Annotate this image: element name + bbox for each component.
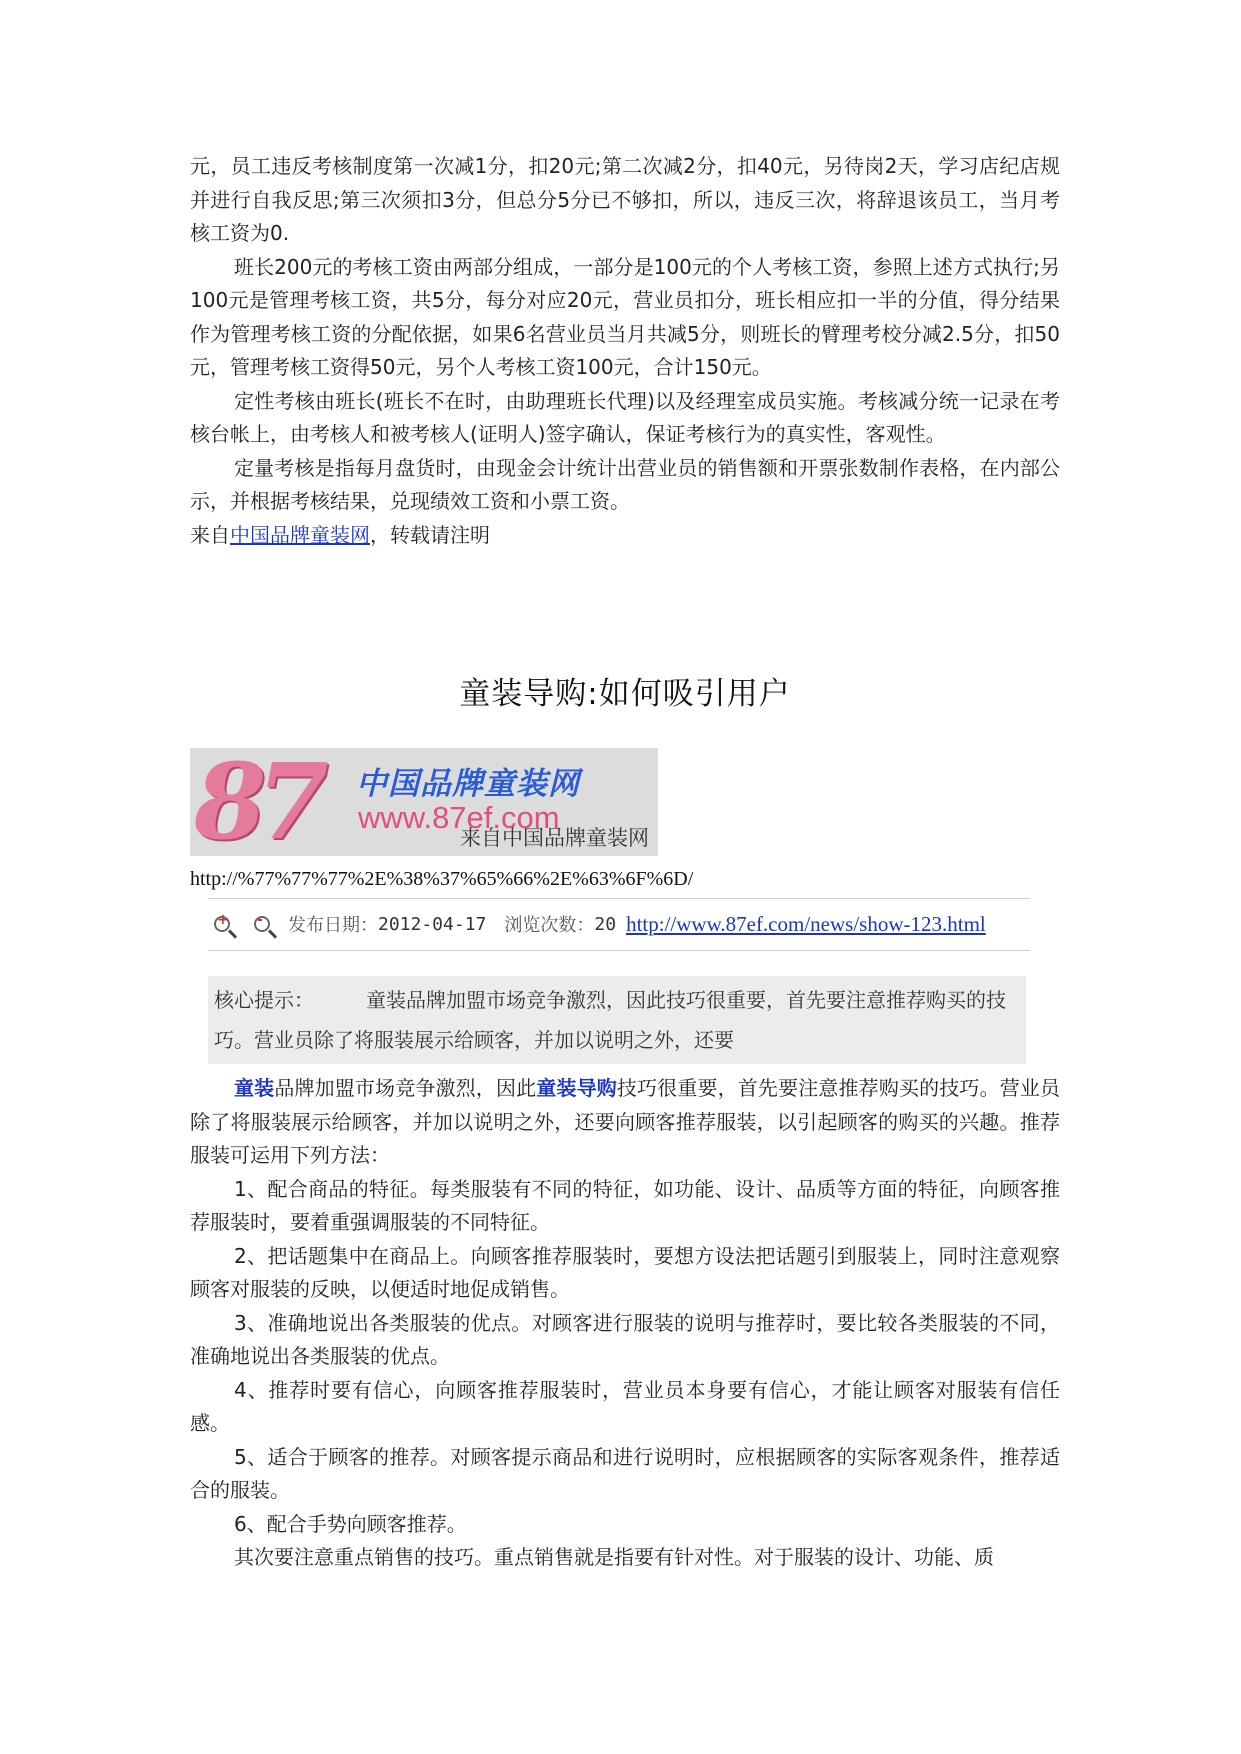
divider bbox=[208, 898, 1030, 899]
divider bbox=[208, 950, 1030, 951]
zoom-out-icon[interactable]: - bbox=[254, 916, 270, 932]
list-item: 2、把话题集中在商品上。向顾客推荐服装时，要想方设法把话题引到服装上，同时注意观察顾客对服装的反映，以便适时地促成销售。 bbox=[190, 1243, 1060, 1301]
source-suffix: ，转载请注明 bbox=[370, 522, 490, 547]
article-title: 童装导购:如何吸引用户 bbox=[459, 676, 791, 712]
paragraph: 定性考核由班长(班长不在时，由助理班长代理)以及经理室成员实施。考核减分统一记录在考核台帐上，由考核人和被考核人(证明人)签字确认，保证考核行为的真实性，客观性。 bbox=[190, 388, 1060, 446]
logo-site-url: www.87ef.com bbox=[358, 800, 560, 835]
intro-paragraph bbox=[190, 1072, 1060, 1173]
section1-body bbox=[190, 150, 1060, 552]
list-item: 5、适合于顾客的推荐。对顾客提示商品和进行说明时，应根据顾客的实际客观条件，推荐适合的服装。 bbox=[190, 1444, 1060, 1502]
logo-caption: 来自中国品牌童装网 bbox=[460, 826, 649, 850]
paragraph: 班长200元的考核工资由两部分组成，一部分是100元的个人考核工资，参照上述方式执行;另100元是管理考核工资，共5分，每分对应20元，营业员扣分，班长相应扣一半的分值，得分结果作为管理考核工资的分配依据，如果6名营业员当月共减5分，则班长的臂理考校分减2.5分，扣50元，管理考核工资得50元，另个人考核工资100元，合计150元。 bbox=[190, 254, 1060, 379]
core-tip-text: 童装品牌加盟市场竞争激烈，因此技巧很重要，首先要注意推荐购买的技巧。营业员除了将服装展示给顾客，并加以说明之外，还要 bbox=[214, 988, 1006, 1052]
paragraph: 元，员工违反考核制度第一次减1分，扣20元;第二次减2分，扣40元，另待岗2天，学习店纪店规并进行自我反思;第三次须扣3分，但总分5分已不够扣，所以，违反三次，将辞退该员工，当月考核工资为0. bbox=[190, 154, 1060, 245]
list-item: 6、配合手势向顾客推荐。 bbox=[234, 1511, 467, 1536]
encoded-url: http://%77%77%77%2E%38%37%65%66%2E%63%6F%6D/ bbox=[190, 868, 694, 890]
logo-number: 87 bbox=[194, 740, 319, 863]
source-line bbox=[190, 519, 1060, 553]
article-link[interactable]: http://www.87ef.com/news/show-123.html bbox=[626, 911, 986, 936]
source-prefix: 来自 bbox=[190, 522, 230, 547]
views-label: 浏览次数： bbox=[504, 915, 595, 936]
views-value: 20 bbox=[594, 913, 617, 935]
keyword-link[interactable]: 童装导购 bbox=[536, 1076, 617, 1100]
core-tip-label: 核心提示： bbox=[214, 988, 314, 1012]
zoom-in-icon[interactable]: + bbox=[214, 916, 230, 932]
keyword-link[interactable]: 童装 bbox=[234, 1076, 275, 1100]
core-tip-box bbox=[208, 976, 1026, 1064]
list-item: 3、准确地说出各类服装的优点。对顾客进行服装的说明与推荐时，要比较各类服装的不同，准确地说出各类服装的优点。 bbox=[190, 1310, 1060, 1368]
date-value: 2012-04-17 bbox=[378, 913, 487, 935]
intro-text: 品牌加盟市场竞争激烈，因此 bbox=[274, 1076, 537, 1100]
list-item: 其次要注意重点销售的技巧。重点销售就是指要有针对性。对于服装的设计、功能、质 bbox=[234, 1545, 994, 1569]
article-meta bbox=[208, 906, 1030, 942]
list-item: 1、配合商品的特征。每类服装有不同的特征，如功能、设计、品质等方面的特征，向顾客推荐服装时，要着重强调服装的不同特征。 bbox=[190, 1176, 1060, 1234]
source-link[interactable]: 中国品牌童装网 bbox=[230, 522, 370, 547]
paragraph: 定量考核是指每月盘货时，由现金会计统计出营业员的销售额和开票张数制作表格，在内部公示，并根据考核结果，兑现绩效工资和小票工资。 bbox=[190, 455, 1060, 513]
intro-text: 技巧很重要，首先要注意推荐购买的技巧。营业员除了将服装展示给顾客，并加以说明之外，还要向顾客推荐服装，以引起顾客的购买的兴趣。推荐服装可运用下列方法： bbox=[190, 1076, 1061, 1167]
list-item: 4、推荐时要有信心，向顾客推荐服装时，营业员本身要有信心，才能让顾客对服装有信任感。 bbox=[190, 1377, 1060, 1435]
article-body bbox=[190, 1072, 1060, 1575]
logo-site-name: 中国品牌童装网 bbox=[356, 766, 580, 802]
date-label: 发布日期： bbox=[288, 915, 378, 936]
